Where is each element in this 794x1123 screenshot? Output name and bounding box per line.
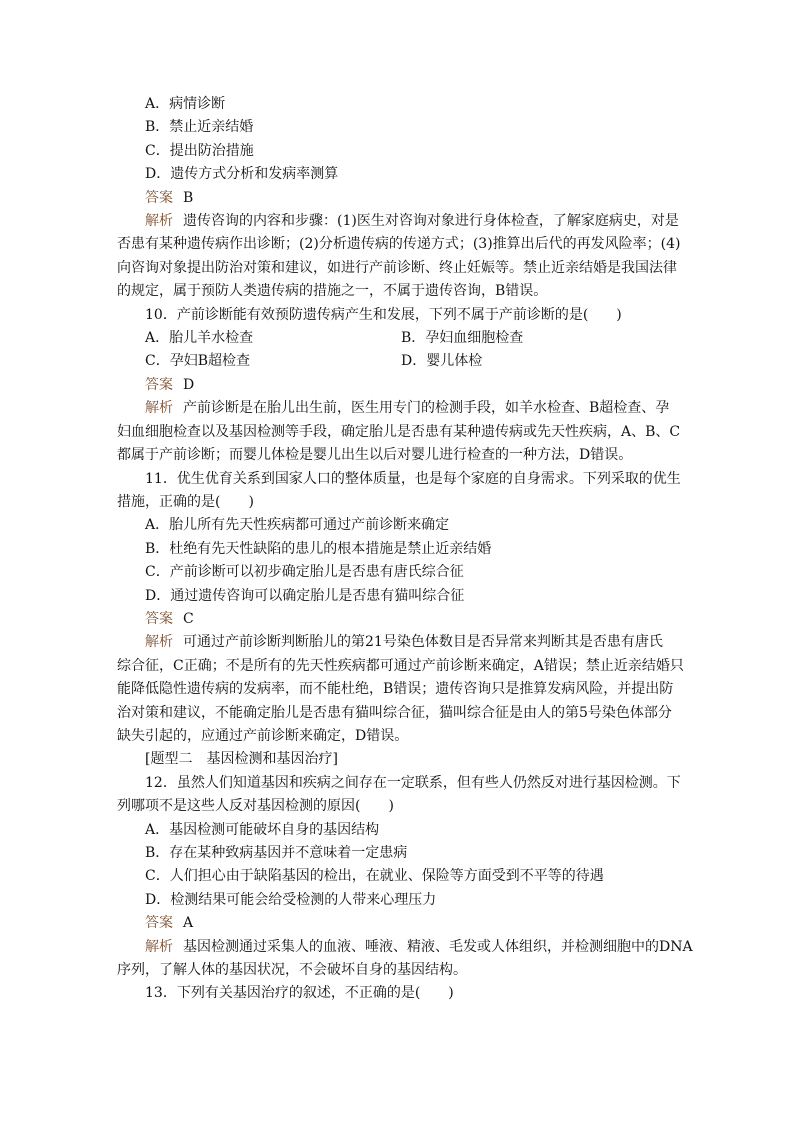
analysis-label: 解析	[145, 938, 173, 955]
question-line: 列哪项不是这些人反对基因检测的原因( )	[117, 798, 394, 815]
question-line: 12．虽然人们知道基因和疾病之间存在一定联系，但有些人仍然反对进行基因检测。下	[145, 774, 681, 791]
q10-question: 10．产前诊断能有效预防遗传病产生和发展，下列不属于产前诊断的是( )	[145, 306, 622, 323]
analysis-line: 基因检测通过采集人的血液、唾液、精液、毛发或人体组织，并检测细胞中的DNA	[183, 938, 693, 955]
analysis-line: 能降低隐性遗传病的发病率，而不能杜绝，B错误；遗传咨询只是推算发病风险，并提出防	[117, 681, 674, 698]
option-c: C．人们担心由于缺陷基因的检出，在就业、保险等方面受到不平等的待遇	[145, 868, 604, 885]
analysis-label: 解析	[145, 213, 173, 230]
option-c: C．提出防治措施	[145, 142, 254, 159]
option-d: D．遗传方式分析和发病率测算	[145, 166, 339, 183]
page-content	[117, 93, 693, 1006]
option-d: D．婴儿体检	[401, 353, 483, 370]
q10-analysis	[117, 397, 681, 467]
option-b: B．禁止近亲结婚	[145, 119, 254, 136]
question-line: 措施，正确的是( )	[117, 493, 254, 510]
analysis-label: 解析	[145, 400, 173, 417]
answer-label: 答案	[145, 915, 173, 932]
analysis-line: 综合征，C正确；不是所有的先天性疾病都可通过产前诊断来确定，A错误；禁止近亲结婚只	[117, 657, 684, 674]
q13-question: 13．下列有关基因治疗的叙述，不正确的是( )	[145, 985, 454, 1002]
answer-value: C	[183, 610, 194, 627]
q12-answer	[145, 912, 657, 935]
option-a: A．基因检测可能破坏自身的基因结构	[145, 821, 380, 838]
answer-value: A	[183, 915, 194, 932]
analysis-line: 序列，了解人体的基因状况，不会破坏自身的基因结构。	[117, 962, 467, 979]
analysis-line: 向咨询对象提出防治对策和建议，如进行产前诊断、终止妊娠等。禁止近亲结婚是我国法律	[117, 259, 677, 276]
q12-options	[145, 819, 657, 913]
option-a: A．病情诊断	[145, 96, 226, 112]
option-b: B．存在某种致病基因并不意味着一定患病	[145, 845, 408, 861]
option-b: B．杜绝有先天性缺陷的患儿的根本措施是禁止近亲结婚	[145, 540, 492, 557]
option-d: D．通过遗传咨询可以确定胎儿是否患有猫叫综合征	[145, 587, 465, 604]
analysis-line: 可通过产前诊断判断胎儿的第21号染色体数目是否异常来判断其是否患有唐氏	[183, 634, 663, 651]
option-c: C．产前诊断可以初步确定胎儿是否患有唐氏综合征	[145, 564, 464, 581]
answer-value: D	[183, 376, 195, 393]
option-d: D．检测结果可能会给受检测的人带来心理压力	[145, 891, 437, 908]
q11-answer	[145, 608, 657, 631]
q11-question	[117, 468, 681, 515]
answer-label: 答案	[145, 189, 173, 206]
q9-analysis	[117, 210, 681, 304]
analysis-line: 缺失引起的，应通过产前诊断来确定，D错误。	[117, 727, 409, 744]
q11-options	[145, 514, 657, 608]
q10-options-row2	[145, 350, 657, 373]
q9-options	[145, 93, 657, 187]
analysis-line: 否患有某种遗传病作出诊断；(2)分析遗传病的传递方式；(3)推算出后代的再发风险率；(4)	[117, 236, 681, 253]
section-heading: [题型二 基因检测和基因治疗]	[145, 751, 338, 768]
q11-analysis	[117, 631, 684, 748]
option-a: A．胎儿所有先天性疾病都可通过产前诊断来确定	[145, 517, 450, 534]
answer-label: 答案	[145, 376, 173, 393]
q12-analysis	[117, 936, 693, 983]
q10-answer	[145, 374, 657, 397]
analysis-line: 治对策和建议，不能确定胎儿是否患有猫叫综合征，猫叫综合征是由人的第5号染色体部分	[117, 704, 672, 721]
analysis-line: 都属于产前诊断；而婴儿体检是婴儿出生以后对婴儿进行检查的一种方法，D错误。	[117, 447, 633, 464]
analysis-line: 遗传咨询的内容和步骤：(1)医生对咨询对象进行身体检查，了解家庭病史，对是	[183, 213, 679, 230]
question-line: 11．优生优育关系到国家人口的整体质量，也是每个家庭的自身需求。下列采取的优生	[145, 470, 681, 487]
option-a: A．胎儿羊水检查	[145, 330, 254, 347]
q12-question	[117, 772, 681, 819]
analysis-line: 的规定，属于预防人类遗传病的措施之一，不属于遗传咨询，B错误。	[117, 283, 548, 300]
answer-label: 答案	[145, 610, 173, 627]
q10-options-row1	[145, 327, 657, 350]
option-b: B．孕妇血细胞检查	[401, 330, 524, 347]
analysis-line: 妇血细胞检查以及基因检测等手段，确定胎儿是否患有某种遗传病或先天性疾病，A、B、C	[117, 423, 681, 440]
q9-answer	[145, 187, 657, 210]
option-c: C．孕妇B超检查	[145, 353, 250, 370]
answer-value: B	[183, 189, 194, 206]
analysis-label: 解析	[145, 634, 173, 651]
analysis-line: 产前诊断是在胎儿出生前，医生用专门的检测手段，如羊水检查、B超检查、孕	[183, 400, 670, 417]
